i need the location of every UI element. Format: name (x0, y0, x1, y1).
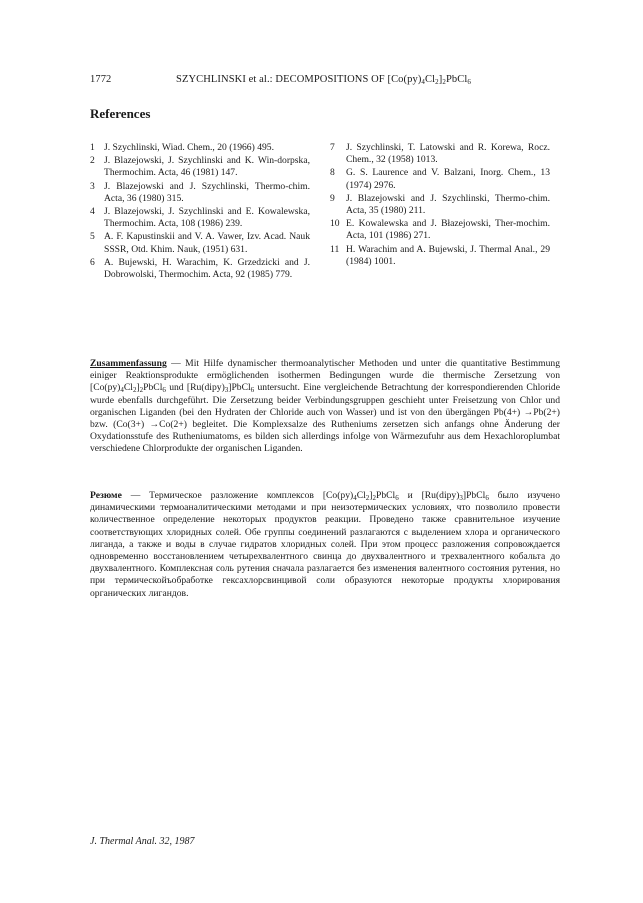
reference-item: 1 J. Szychlinski, Wiad. Chem., 20 (1966) 495. (90, 142, 274, 153)
reference-item: 9 J. Blazejowski and J. Szychlinski, Thermo-chim. Acta, 35 (1980) 211. (330, 192, 550, 217)
running-title: SZYCHLINSKI et al.: DECOMPOSITIONS OF $[Co(py)_4Cl_2]_2PbCl_6$ (176, 74, 472, 86)
references-heading: References (90, 106, 151, 121)
reference-item: 8 G. S. Laurence and V. Balzani, Inorg. Chem., 13 (1974) 2976. (330, 167, 550, 191)
abstract-russian-lead: Резюме (90, 490, 122, 501)
reference-item: 7 J. Szychlinski, T. Latowski and R. Korewa, Rocz. Chem., 32 (1958) 1013. (330, 142, 550, 166)
reference-item: 2 J. Blazejowski, J. Szychlinski and K. Win-dorpska, Thermochim. Acta, 46 (1981) 147. (90, 155, 310, 179)
reference-item: 5 A. F. Kapustinskii and V. A. Vawer, Izv. Acad. Nauk SSSR, Otd. Khim. Nauk, (1951) 631. (90, 231, 310, 255)
abstract-russian: Резюме — Термическое разложение комплексов $[Co(py)_4Cl_2]_2PbCl_6$ и $[Ru(dipy)_3]PbCl_6$ было изучено динамическими термоаналитическими методами и при неизотермических условиях, что позволило провести количественное определение некоторых продуктов реакции. Проведено также сравнительное изучение соответствующих хлоридных солей. Обе группы соединений разлагаются с выделением хлора и органического лиганда, а также и воды в случае гидратов хлоридных солей. При этом процесс разложения сопровождается одновременно восстановлением четырехвалентного свинца до двухвалентного и трехвалентного кобальта до двухвалентного. Комплексная соль рутения сначала разлагается без изменения валентного состояния рутения, но при термическойъобработке гексахлорсвинцивой соли образуются некоторые продукты хлорирования органических лигандов. (90, 490, 560, 599)
reference-item: 4 J. Blazejowski, J. Szychlinski and E. Kowalewska, Thermochim. Acta, 108 (1986) 239. (90, 206, 310, 230)
reference-item: 6 A. Bujewski, H. Warachim, K. Grzedzicki and J. Dobrowolski, Thermochim. Acta, 92 (1985) 779. (90, 256, 310, 281)
abstract-german-lead: Zusammenfassung (90, 358, 167, 369)
reference-item: 11 H. Warachim and A. Bujewski, J. Thermal Anal., 29 (1984) 1001. (330, 243, 550, 267)
journal-footer: J. Thermal Anal. 32, 1987 (90, 836, 195, 847)
abstract-german: Zusammenfassung — Mit Hilfe dynamischer thermoanalytischer Methoden und unter die quantitative Bestimmung einiger Reaktionsprodukte ermöglichenden isothermen Bedingungen wurde die thermische Zersetzung von $[Co(py)_4Cl_2]_2PbCl_6$ und $[Ru(dipy)_3]PbCl_6$ untersucht. Eine vergleichende Betrachtung der korrespondierenden Chloride wurde ebenfalls durchgeführt. Die Zersetzung beider Verbindungsgruppen geschieht unter Freisetzung von Chlor und organischen Liganden (bei den Hydraten der Chloride auch von Wasser) und ist von den übergängen Pb(4+) →Pb(2+) bzw. (Co(3+) →Co(2+) begleitet. Die Komplexsalze des Rutheniums zersetzen sich anfangs ohne Änderung der Oxydationsstufe des Rutheniumatoms, es bilden sich allerdings infolge von Wärmezufuhr aus dem Hexachloroplumbat verschiedene Chlorprodukte der organischen Liganden. (90, 358, 560, 455)
references-left-column (90, 142, 310, 282)
reference-item: 10 E. Kowalewska and J. Błazejowski, Ther-mochim. Acta, 101 (1986) 271. (330, 218, 550, 242)
references-right-column (330, 142, 550, 269)
page-number: 1772 (90, 74, 112, 85)
reference-item: 3 J. Blazejowski and J. Szychlinski, Thermo-chim. Acta, 36 (1980) 315. (90, 180, 310, 204)
